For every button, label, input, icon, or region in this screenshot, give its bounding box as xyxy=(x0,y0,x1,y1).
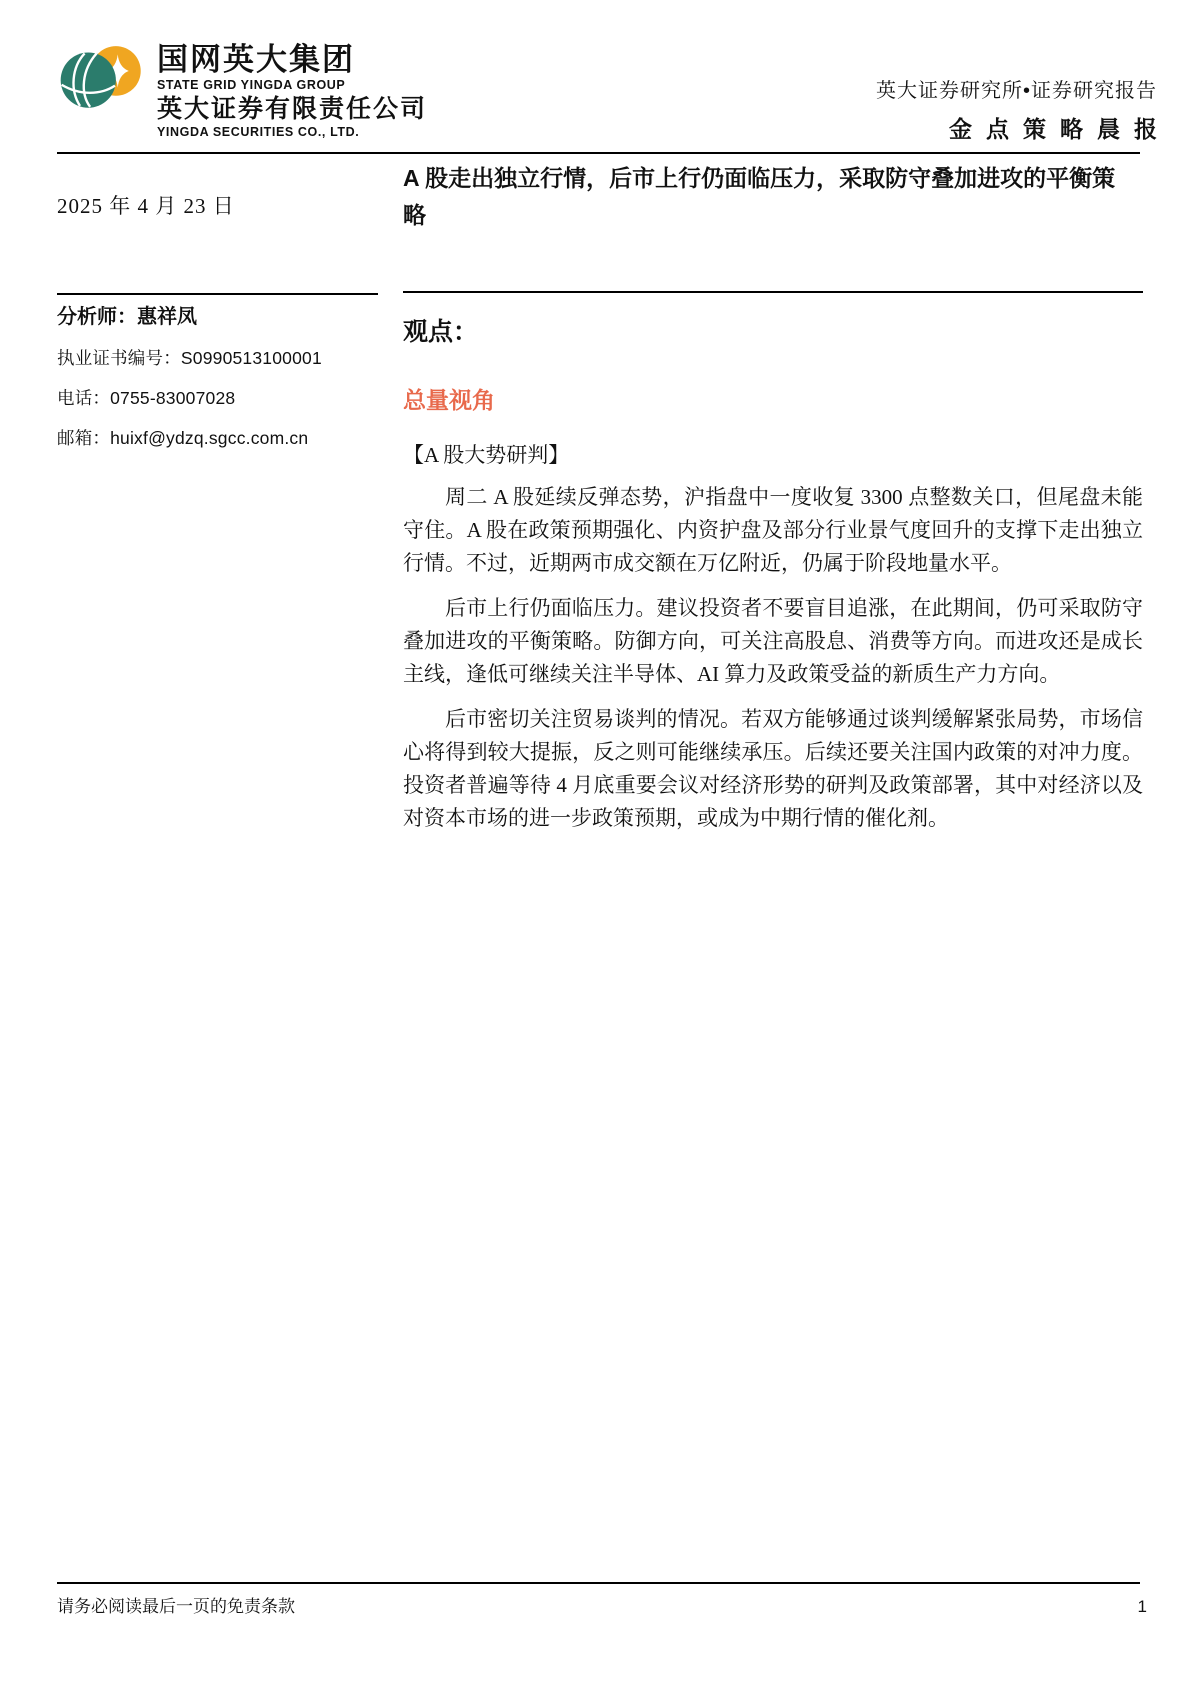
main-content xyxy=(403,312,1143,835)
logo-text-block xyxy=(157,38,427,138)
report-series-title: 金点策略晨报 xyxy=(949,116,1171,142)
analyst-email: 邮箱：huixf@ydzq.sgcc.com.cn xyxy=(57,428,309,448)
footer-divider xyxy=(57,1582,1140,1584)
header-divider xyxy=(57,152,1140,154)
institute-line: 英大证券研究所•证券研究报告 xyxy=(875,80,1157,102)
body-paragraph: 后市密切关注贸易谈判的情况。若双方能够通过谈判缓解紧张局势，市场信心将得到较大提振，反之则可能继续承压。后续还要关注国内政策的对冲力度。投资者普遍等待 4 月底重要会议对经济形势的研判及政策部署，其中对经济以及对资本市场的进一步政策预期，或成为中期行情的催化剂。 xyxy=(403,707,1143,830)
company-logo xyxy=(57,38,427,138)
globe-sun-logo-icon xyxy=(57,38,149,126)
section-heading-viewpoint: 观点： xyxy=(403,318,479,346)
header-right-block xyxy=(875,74,1171,144)
subsection-heading-macro: 总量视角 xyxy=(403,387,495,413)
company-name-en: YINGDA SECURITIES CO., LTD. xyxy=(157,124,360,139)
group-name-cn: 国网英大集团 xyxy=(157,42,355,77)
page-footer xyxy=(57,1592,1147,1617)
globe-icon xyxy=(61,53,116,108)
analyst-name: 分析师：惠祥凤 xyxy=(57,306,197,328)
analyst-license: 执业证书编号：S0990513100001 xyxy=(57,348,322,368)
report-title: A 股走出独立行情，后市上行仍面临压力，采取防守叠加进攻的平衡策略 xyxy=(403,165,1116,228)
report-date: 2025 年 4 月 23 日 xyxy=(57,194,235,218)
company-name-cn: 英大证券有限责任公司 xyxy=(157,94,428,123)
group-name-en: STATE GRID YINGDA GROUP xyxy=(157,78,346,92)
body-paragraph: 后市上行仍面临压力。建议投资者不要盲目追涨，在此期间，仍可采取防守叠加进攻的平衡策略。防御方向，可关注高股息、消费等方向。而进攻还是成长主线，逢低可继续关注半导体、AI 算力及政策受益的新质生产力方向。 xyxy=(403,596,1143,686)
analyst-divider xyxy=(57,293,378,295)
analyst-phone: 电话：0755-83007028 xyxy=(57,388,236,408)
page-number: 1 xyxy=(1137,1597,1147,1616)
disclaimer-text: 请务必阅读最后一页的免责条款 xyxy=(57,1597,295,1616)
topic-heading-a-share-outlook: 【A 股大势研判】 xyxy=(403,443,570,467)
body-paragraph: 周二 A 股延续反弹态势，沪指盘中一度收复 3300 点整数关口，但尾盘未能守住。A 股在政策预期强化、内资护盘及部分行业景气度回升的支撑下走出独立行情。不过，近期两市成交额在万亿附近，仍属于阶段地量水平。 xyxy=(403,485,1143,575)
content-divider xyxy=(403,291,1143,293)
analyst-block xyxy=(57,300,392,465)
